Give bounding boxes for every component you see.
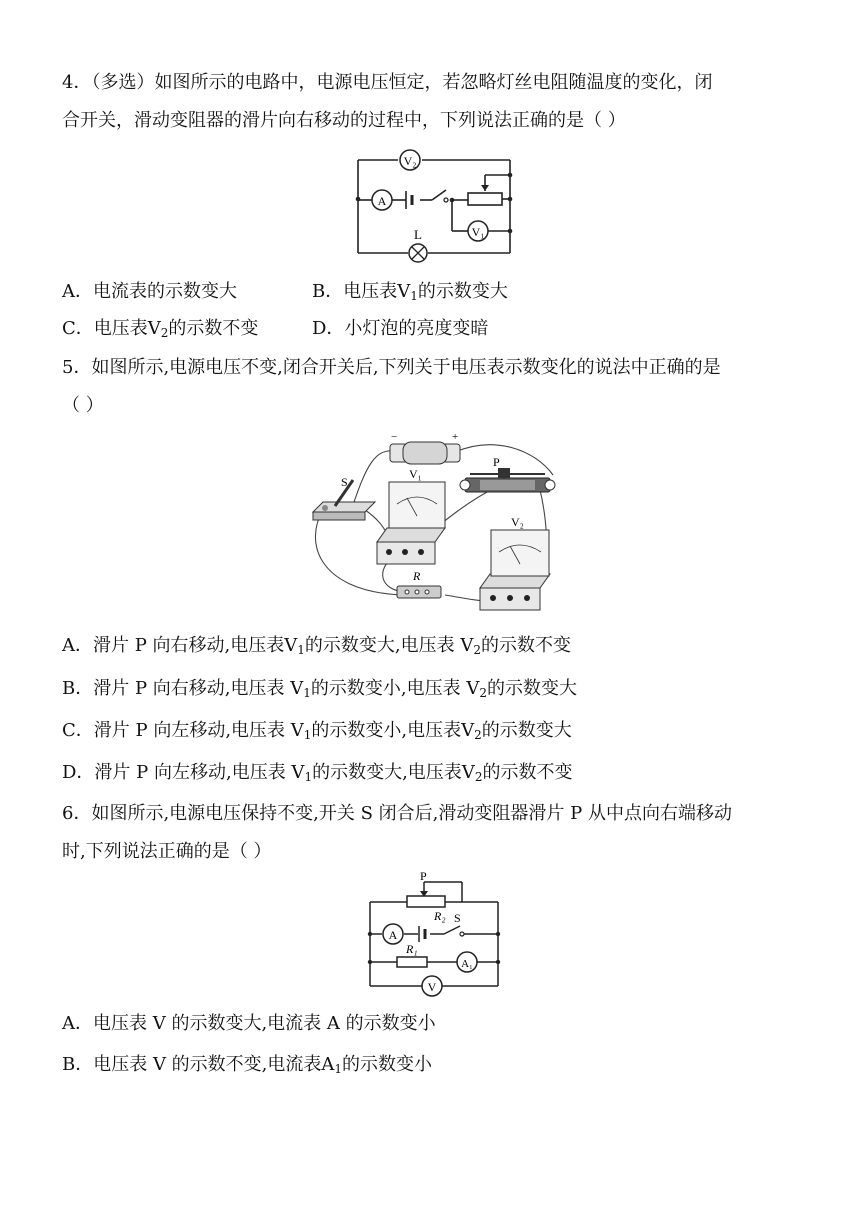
voltmeter-icon: [422, 976, 442, 996]
ammeter-icon: [383, 924, 403, 944]
lamp-icon: [409, 227, 427, 262]
voltmeter-v2-icon: [400, 150, 420, 170]
rheostat-icon: [460, 455, 555, 492]
svg-text:A: A: [388, 928, 398, 942]
svg-text:+: +: [452, 431, 459, 443]
q6-line-2: 时,下列说法正确的是（ ）: [62, 841, 272, 862]
resistor-icon: [397, 569, 441, 598]
resistor-r1-icon: [397, 942, 427, 967]
q6-line-1: 6．如图所示,电源电压保持不变,开关 S 闭合后,滑动变阻器滑片 P 从中点向右端移动: [62, 803, 732, 824]
q6-option-a: A．电压表 V 的示数变大,电流表 A 的示数变小: [62, 1013, 436, 1034]
q4-option-d: D．小灯泡的亮度变暗: [312, 318, 489, 339]
battery-icon: [390, 431, 460, 464]
svg-text:S: S: [454, 911, 461, 925]
ammeter-a1-icon: [457, 952, 477, 972]
svg-text:V₁: V₁: [409, 467, 422, 481]
q4-option-a: A．电流表的示数变大: [62, 281, 237, 302]
svg-text:A₁: A₁: [461, 958, 473, 970]
svg-text:V: V: [427, 980, 437, 994]
svg-text:V₂: V₂: [511, 515, 524, 529]
q4-line-1: 4．（多选）如图所示的电路中，电源电压恒定，若忽略灯丝电阻随温度的变化，闭: [62, 72, 713, 93]
q5-option-d: D．滑片 P 向左移动,电压表 $V_1$的示数变大,电压表$V_2$的示数不变: [62, 762, 573, 784]
svg-text:−: −: [391, 431, 398, 443]
q5-option-a: A．滑片 P 向右移动,电压表$V_1$的示数变大,电压表 $V_2$的示数不变: [62, 635, 572, 657]
svg-text:R₁: R₁: [406, 942, 418, 956]
q5-option-c: C．滑片 P 向左移动,电压表 $V_1$的示数变小,电压表$V_2$的示数变大: [62, 720, 572, 742]
rheostat-r2-icon: [407, 896, 445, 907]
switch-icon: [313, 475, 375, 520]
q4-option-b: B．电压表$V_1$的示数变大: [312, 281, 508, 303]
voltmeter-v1-icon: [377, 467, 445, 564]
svg-text:A: A: [377, 194, 387, 208]
svg-text:V₂: V₂: [403, 154, 417, 168]
svg-text:P: P: [493, 455, 500, 469]
svg-text:R₂: R₂: [434, 909, 446, 923]
svg-text:V₁: V₁: [471, 225, 485, 239]
svg-text:R: R: [413, 569, 421, 583]
q4-option-c: C．电压表$V_2$的示数不变: [62, 318, 259, 340]
q6-circuit-diagram: [362, 872, 507, 1000]
q5-option-b: B．滑片 P 向右移动,电压表 $V_1$的示数变小,电压表 $V_2$的示数变大: [62, 678, 577, 700]
svg-text:S: S: [341, 475, 348, 489]
voltmeter-v2-icon: [480, 515, 550, 610]
svg-text:P: P: [420, 872, 427, 883]
q5-line-1: 5．如图所示,电源电压不变,闭合开关后,下列关于电压表示数变化的说法中正确的是: [62, 357, 721, 378]
q6-option-b: B．电压表 V 的示数不变,电流表$A_1$的示数变小: [62, 1054, 433, 1076]
q5-physical-circuit-image: [305, 430, 565, 622]
ammeter-icon: [372, 190, 392, 210]
q4-circuit-diagram: [350, 145, 520, 265]
q4-line-2: 合开关，滑动变阻器的滑片向右移动的过程中，下列说法正确的是（ ）: [62, 110, 626, 131]
voltmeter-v1-icon: [468, 221, 488, 241]
q5-line-2: （ ）: [62, 395, 104, 416]
svg-text:L: L: [414, 227, 422, 242]
